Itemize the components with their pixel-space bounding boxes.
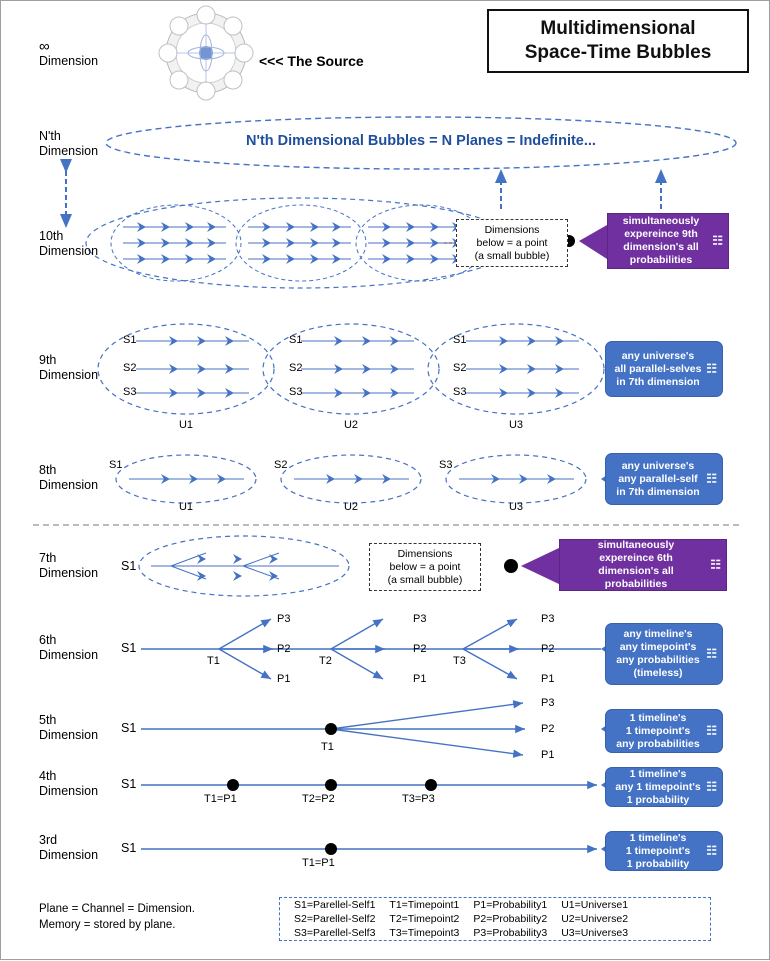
callout-8th-line2: any parallel-self	[618, 472, 698, 485]
label-u3-8th: U3	[508, 501, 524, 513]
ninth-dimension-group	[98, 324, 625, 414]
label-p1-5th: P1	[541, 749, 555, 761]
callout-7th-dimension[interactable]	[559, 539, 727, 591]
label-s2-9th-u1: S2	[123, 362, 137, 374]
dimension-label-infinity-top: ∞	[39, 38, 50, 55]
source-label: <<< The Source	[259, 53, 364, 69]
legend-column-universes	[547, 898, 628, 940]
dimension-label-infinity-bottom: Dimension	[39, 54, 99, 68]
callout-7th-line2: expereince 6th	[599, 552, 673, 564]
callout-4th-line1: 1 timeline's	[629, 767, 687, 780]
dimension-label-3rd-top: 3rd	[39, 833, 58, 847]
dimension-label-9th	[39, 353, 109, 383]
dimension-label-5th-top: 5th	[39, 713, 57, 727]
dimension-label-8th-top: 8th	[39, 463, 57, 477]
nth-dimension-banner-text: N'th Dimensional Bubbles = N Planes = Indefinite...	[246, 133, 596, 149]
dimension-label-7th	[39, 551, 109, 581]
experience-icon: ☷	[706, 646, 717, 661]
note-10th-line1: Dimensions	[484, 223, 540, 236]
callout-5th-line2: 1 timepoint's	[625, 724, 691, 737]
callout-6th-line2: any timepoint's	[619, 641, 697, 653]
callout-9th-line1: any universe's	[621, 349, 695, 362]
note-7th-line2: below = a point	[389, 560, 461, 573]
legend-p1: P1=Probability1	[473, 899, 548, 911]
dimension-label-infinity	[39, 39, 109, 69]
label-u2-8th: U2	[343, 501, 359, 513]
dimension-label-nth-bottom: Dimension	[39, 144, 99, 158]
note-7th-line3: (a small bubble)	[387, 573, 463, 586]
callout-3rd-line2: 1 timepoint's	[625, 844, 691, 857]
note-dimensions-below-point-10th	[456, 219, 568, 267]
legend-s2: S2=Parellel-Self2	[294, 913, 376, 925]
label-s1-9th-u3: S1	[453, 334, 467, 346]
title-line-1: Multidimensional	[540, 18, 696, 39]
dimension-label-4th	[39, 769, 109, 799]
legend-t1: T1=Timepoint1	[389, 899, 460, 911]
label-p3-6th-t2: P3	[413, 613, 427, 625]
dimension-label-7th-top: 7th	[39, 551, 57, 565]
dimension-label-8th	[39, 463, 109, 493]
callout-7th-line4: probabilities	[604, 578, 668, 590]
callout-3rd-line1: 1 timeline's	[629, 831, 687, 844]
label-t1p1-3rd: T1=P1	[302, 857, 335, 869]
label-t2p2-4th: T2=P2	[302, 793, 335, 805]
callout-4th-dimension[interactable]	[605, 767, 723, 807]
footnote-line-1: Plane = Channel = Dimension.	[39, 903, 195, 915]
dimension-label-9th-top: 9th	[39, 353, 57, 367]
experience-icon: ☷	[706, 361, 717, 376]
dimension-label-nth	[39, 129, 109, 159]
callout-6th-dimension[interactable]	[605, 623, 723, 685]
label-s1-8th: S1	[109, 459, 123, 471]
label-s1-7th: S1	[121, 559, 137, 573]
callout-6th-line3: any probabilities	[616, 654, 700, 666]
footnote	[39, 901, 195, 933]
experience-icon: ☷	[706, 779, 717, 794]
legend-t2: T2=Timepoint2	[389, 913, 460, 925]
legend-s1: S1=Parellel-Self1	[294, 899, 376, 911]
legend-column-probabilities	[459, 898, 547, 940]
dimension-label-4th-top: 4th	[39, 769, 57, 783]
label-p1-6th-t2: P1	[413, 673, 427, 685]
experience-icon: ☷	[706, 471, 717, 486]
label-s1-6th: S1	[121, 641, 137, 655]
callout-3rd-dimension[interactable]	[605, 831, 723, 871]
legend-u3: U3=Universe3	[561, 927, 629, 939]
label-s2-9th-u2: S2	[289, 362, 303, 374]
label-p1-6th-t1: P1	[277, 673, 291, 685]
dimension-label-10th	[39, 229, 109, 259]
label-p3-6th-t1: P3	[277, 613, 291, 625]
legend	[279, 897, 711, 941]
source-icon	[159, 6, 253, 100]
label-s1-5th: S1	[121, 721, 137, 735]
label-s1-3rd: S1	[121, 841, 137, 855]
dimension-label-3rd	[39, 833, 109, 863]
dimension-label-5th	[39, 713, 109, 743]
label-s3-9th-u1: S3	[123, 386, 137, 398]
label-s2-8th: S2	[274, 459, 288, 471]
callout-7th-line1: simultaneously	[597, 539, 675, 551]
callout-4th-line3: 1 probability	[626, 793, 690, 806]
experience-icon: ☷	[712, 233, 723, 248]
dimension-label-6th-top: 6th	[39, 633, 57, 647]
callout-3rd-line3: 1 probability	[626, 857, 690, 870]
dimension-label-nth-top: N'th	[39, 129, 61, 143]
dimension-label-4th-bottom: Dimension	[39, 784, 99, 798]
callout-8th-line3: in 7th dimension	[616, 485, 700, 498]
dimension-label-8th-bottom: Dimension	[39, 478, 99, 492]
callout-8th-line1: any universe's	[621, 459, 695, 472]
callout-10th-line4: probabilities	[629, 254, 693, 266]
callout-9th-dimension[interactable]	[605, 341, 723, 397]
dimension-label-5th-bottom: Dimension	[39, 728, 99, 742]
label-p3-5th: P3	[541, 697, 555, 709]
note-10th-line2: below = a point	[476, 236, 548, 249]
label-u1-8th: U1	[178, 501, 194, 513]
label-s1-9th-u1: S1	[123, 334, 137, 346]
legend-column-selves	[280, 898, 375, 940]
callout-6th-line1: any timeline's	[623, 628, 693, 640]
label-p1-6th-t3: P1	[541, 673, 555, 685]
legend-u2: U2=Universe2	[561, 913, 629, 925]
callout-10th-line3: dimension's all	[623, 241, 699, 253]
label-p2-6th-t1: P2	[277, 643, 291, 655]
note-10th-line3: (a small bubble)	[474, 249, 550, 262]
callout-7th-line3: dimension's all	[598, 565, 674, 577]
callout-6th-line4: (timeless)	[633, 667, 683, 679]
label-p3-6th-t3: P3	[541, 613, 555, 625]
legend-p3: P3=Probability3	[473, 927, 548, 939]
callout-10th-line2: expereince 9th	[624, 228, 698, 240]
label-u1-9th: U1	[178, 419, 194, 431]
callout-5th-dimension[interactable]	[605, 709, 723, 753]
callout-9th-line2: all parallel-selves	[614, 362, 702, 375]
eighth-dimension-group	[116, 455, 619, 503]
dimension-label-3rd-bottom: Dimension	[39, 848, 99, 862]
seventh-dimension-group	[139, 536, 561, 596]
dimension-label-9th-bottom: Dimension	[39, 368, 99, 382]
experience-icon: ☷	[710, 557, 721, 572]
experience-icon: ☷	[706, 843, 717, 858]
label-s3-8th: S3	[439, 459, 453, 471]
callout-9th-line3: in 7th dimension	[616, 375, 700, 388]
note-7th-line1: Dimensions	[397, 547, 453, 560]
experience-icon: ☷	[706, 723, 717, 738]
label-p2-6th-t2: P2	[413, 643, 427, 655]
label-s1-9th-u2: S1	[289, 334, 303, 346]
legend-s3: S3=Parellel-Self3	[294, 927, 376, 939]
label-p2-6th-t3: P2	[541, 643, 555, 655]
dimension-label-10th-bottom: Dimension	[39, 244, 99, 258]
third-dimension-group	[141, 837, 619, 861]
callout-5th-line1: 1 timeline's	[629, 711, 687, 724]
callout-5th-line3: any probabilities	[616, 737, 700, 750]
label-u2-9th: U2	[343, 419, 359, 431]
dimension-label-10th-top: 10th	[39, 229, 64, 243]
footnote-line-2: Memory = stored by plane.	[39, 919, 176, 931]
dimension-label-7th-bottom: Dimension	[39, 566, 99, 580]
label-t1p1-4th: T1=P1	[204, 793, 237, 805]
page-title	[487, 9, 749, 73]
callout-4th-line2: any 1 timepoint's	[615, 780, 701, 793]
callout-10th-line1: simultaneously	[622, 215, 700, 227]
label-t1-5th: T1	[321, 741, 334, 753]
label-u3-9th: U3	[508, 419, 524, 431]
legend-p2: P2=Probability2	[473, 913, 548, 925]
legend-u1: U1=Universe1	[561, 899, 629, 911]
label-t2-6th: T2	[319, 655, 332, 667]
legend-t3: T3=Timepoint3	[389, 927, 460, 939]
label-p2-5th: P2	[541, 723, 555, 735]
legend-column-timepoints	[375, 898, 459, 940]
label-s1-4th: S1	[121, 777, 137, 791]
label-t3-6th: T3	[453, 655, 466, 667]
callout-8th-dimension[interactable]	[605, 453, 723, 505]
label-s3-9th-u3: S3	[453, 386, 467, 398]
dimension-label-6th	[39, 633, 109, 663]
dimension-label-6th-bottom: Dimension	[39, 648, 99, 662]
callout-10th-dimension[interactable]	[607, 213, 729, 269]
label-t3p3-4th: T3=P3	[402, 793, 435, 805]
title-line-2: Space-Time Bubbles	[524, 42, 712, 63]
label-t1-6th: T1	[207, 655, 220, 667]
note-dimensions-below-point-7th	[369, 543, 481, 591]
label-s2-9th-u3: S2	[453, 362, 467, 374]
label-s3-9th-u2: S3	[289, 386, 303, 398]
